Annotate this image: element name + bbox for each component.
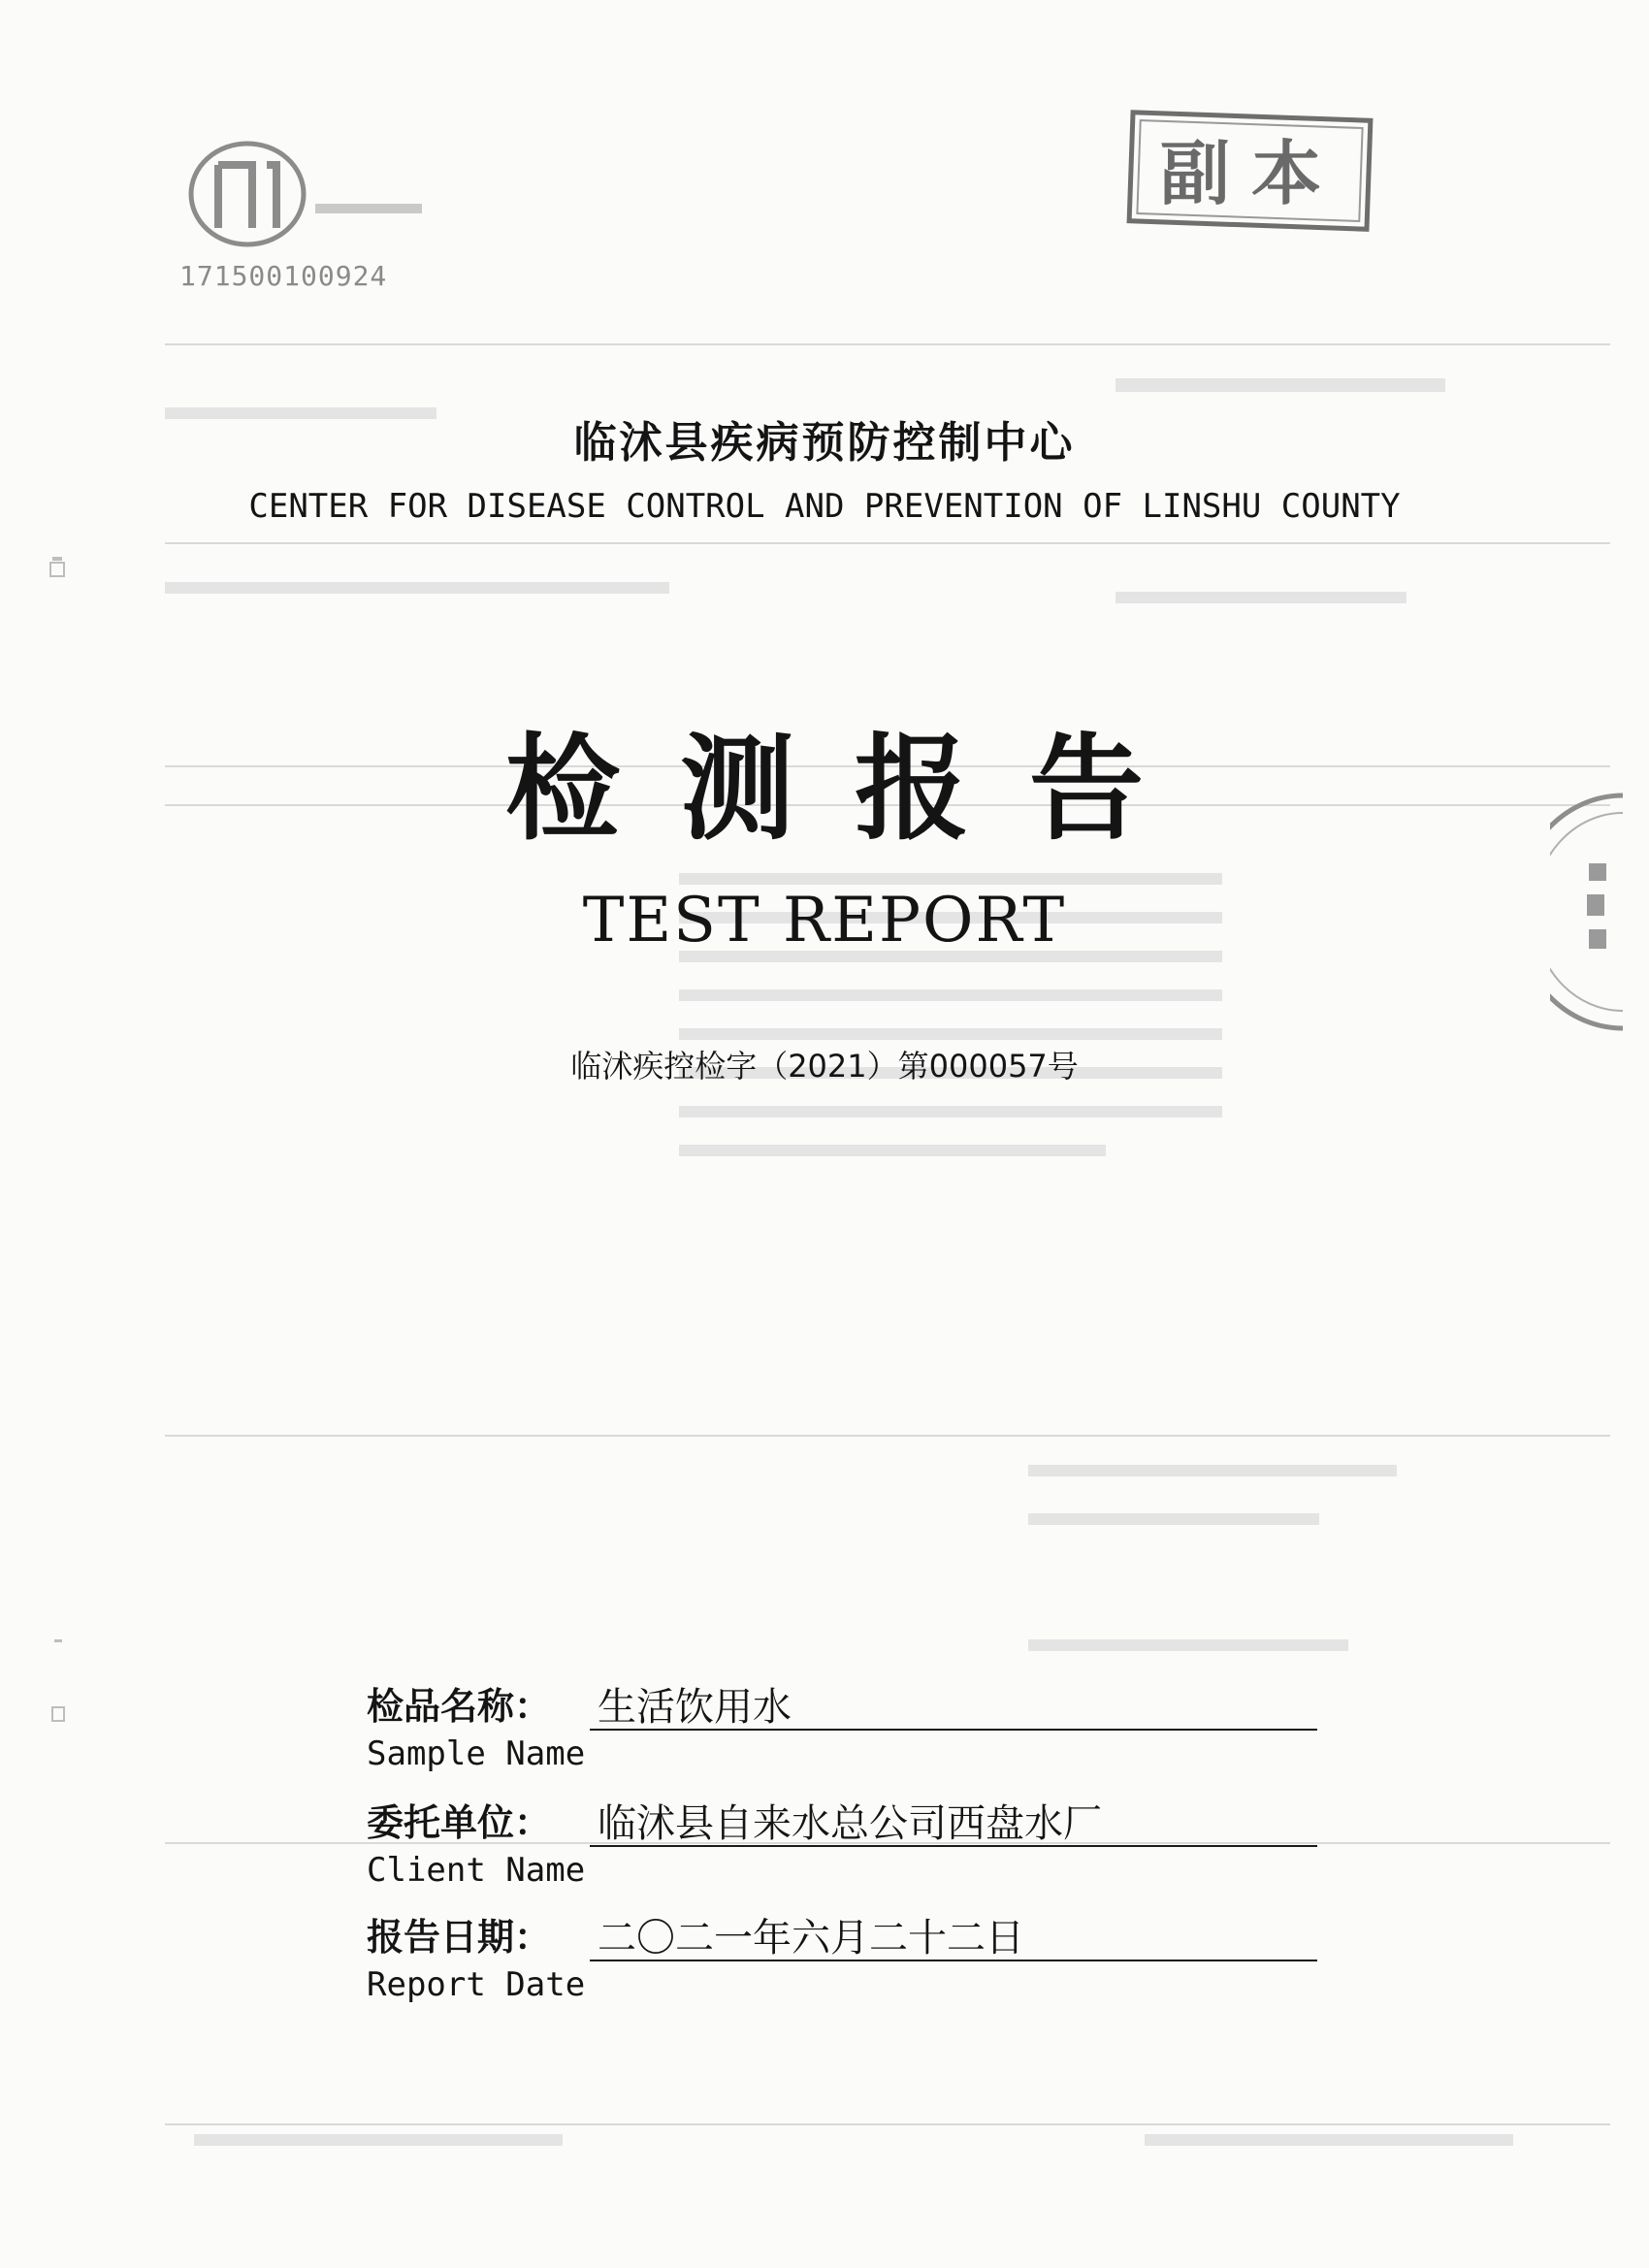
report-date-field <box>367 1907 1337 2014</box>
client-name-field <box>367 1793 1337 1899</box>
client-name-label-cn: 委托单位： <box>367 1801 552 1844</box>
sample-name-value: 生活饮用水 <box>590 1676 1317 1731</box>
client-name-label-en: Client Name <box>367 1851 586 1890</box>
cert-number: 171500100924 <box>179 260 388 292</box>
report-date-value: 二〇二一年六月二十二日 <box>590 1907 1317 1961</box>
organization-name-cn: 临沭县疾病预防控制中心 <box>573 418 1076 468</box>
report-title-cn: 检测报告 <box>504 721 1204 856</box>
report-date-label-cn: 报告日期： <box>367 1916 552 1959</box>
report-number: 临沭疾控检字（2021）第000057号 <box>570 1048 1079 1085</box>
copy-stamp <box>1125 109 1377 235</box>
cma-certification-mark <box>179 136 470 301</box>
cma-logo-icon <box>179 136 432 262</box>
sample-name-label-cn: 检品名称： <box>367 1685 552 1728</box>
client-name-value: 临沭县自来水总公司西盘水厂 <box>590 1793 1317 1847</box>
report-title-en: TEST REPORT <box>582 885 1067 956</box>
sample-name-field <box>367 1676 1337 1783</box>
report-date-label-en: Report Date <box>367 1965 586 2004</box>
copy-stamp-text: 副本 <box>1159 133 1343 214</box>
sample-name-label-en: Sample Name <box>367 1734 586 1773</box>
organization-name-en: CENTER FOR DISEASE CONTROL AND PREVENTION OF LINSHU COUNTY <box>248 487 1401 526</box>
